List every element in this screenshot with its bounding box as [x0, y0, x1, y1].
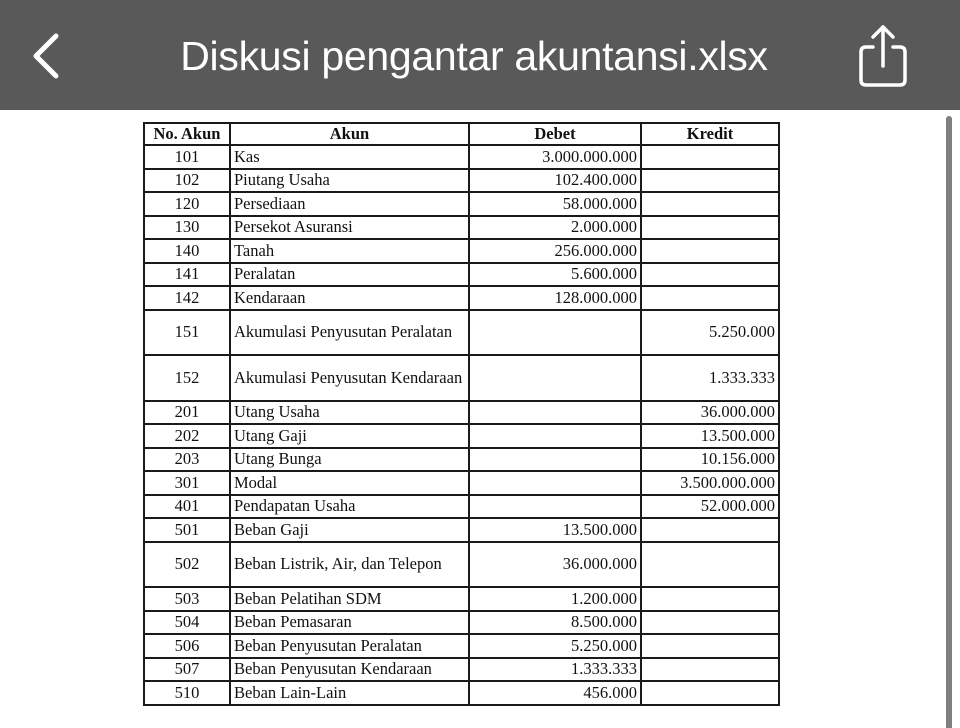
cell-akun[interactable]: Modal [230, 471, 469, 495]
table-row [144, 145, 779, 169]
column-header-akun: Akun [230, 123, 469, 145]
cell-no[interactable]: 151 [144, 310, 230, 356]
column-header-kredit: Kredit [641, 123, 779, 145]
cell-akun[interactable]: Akumulasi Penyusutan Peralatan [230, 310, 469, 356]
cell-akun[interactable]: Beban Pemasaran [230, 611, 469, 635]
cell-no[interactable]: 501 [144, 518, 230, 542]
cell-no[interactable]: 101 [144, 145, 230, 169]
cell-kredit[interactable]: 3.500.000.000 [641, 471, 779, 495]
cell-akun[interactable]: Beban Listrik, Air, dan Telepon [230, 542, 469, 588]
table-row [144, 286, 779, 310]
share-button[interactable] [856, 22, 910, 88]
cell-debet[interactable]: 102.400.000 [469, 169, 641, 193]
cell-akun[interactable]: Utang Gaji [230, 424, 469, 448]
table-row [144, 216, 779, 240]
cell-debet[interactable] [469, 355, 641, 401]
cell-akun[interactable]: Tanah [230, 239, 469, 263]
cell-akun[interactable]: Kas [230, 145, 469, 169]
table-row [144, 263, 779, 287]
table-row [144, 310, 779, 356]
cell-kredit[interactable] [641, 286, 779, 310]
column-header-no-akun: No. Akun [144, 123, 230, 145]
cell-debet[interactable] [469, 471, 641, 495]
table-row [144, 169, 779, 193]
cell-akun[interactable]: Utang Bunga [230, 448, 469, 472]
cell-akun[interactable]: Beban Pelatihan SDM [230, 587, 469, 611]
cell-kredit[interactable] [641, 542, 779, 588]
table-row [144, 611, 779, 635]
table-row [144, 424, 779, 448]
cell-debet[interactable]: 36.000.000 [469, 542, 641, 588]
cell-akun[interactable]: Beban Lain-Lain [230, 681, 469, 705]
cell-debet[interactable]: 128.000.000 [469, 286, 641, 310]
cell-akun[interactable]: Utang Usaha [230, 401, 469, 425]
cell-kredit[interactable] [641, 192, 779, 216]
cell-akun[interactable]: Pendapatan Usaha [230, 495, 469, 519]
cell-no[interactable]: 301 [144, 471, 230, 495]
cell-no[interactable]: 504 [144, 611, 230, 635]
table-row [144, 448, 779, 472]
cell-debet[interactable]: 5.250.000 [469, 634, 641, 658]
table-row [144, 192, 779, 216]
cell-no[interactable]: 506 [144, 634, 230, 658]
cell-no[interactable]: 510 [144, 681, 230, 705]
cell-no[interactable]: 142 [144, 286, 230, 310]
cell-no[interactable]: 503 [144, 587, 230, 611]
table-row [144, 634, 779, 658]
cell-kredit[interactable]: 52.000.000 [641, 495, 779, 519]
table-row [144, 355, 779, 401]
document-title: Diskusi pengantar akuntansi.xlsx [180, 33, 768, 79]
trial-balance-table [143, 122, 780, 706]
cell-kredit[interactable] [641, 634, 779, 658]
header-row [144, 123, 779, 145]
cell-debet[interactable]: 256.000.000 [469, 239, 641, 263]
cell-kredit[interactable] [641, 263, 779, 287]
cell-no[interactable]: 201 [144, 401, 230, 425]
column-header-debet: Debet [469, 123, 641, 145]
cell-debet[interactable] [469, 310, 641, 356]
cell-akun[interactable]: Piutang Usaha [230, 169, 469, 193]
cell-kredit[interactable] [641, 169, 779, 193]
cell-debet[interactable] [469, 401, 641, 425]
cell-debet[interactable]: 58.000.000 [469, 192, 641, 216]
cell-akun[interactable]: Beban Penyusutan Kendaraan [230, 658, 469, 682]
table-row [144, 239, 779, 263]
cell-no[interactable]: 203 [144, 448, 230, 472]
cell-kredit[interactable]: 5.250.000 [641, 310, 779, 356]
cell-no[interactable]: 120 [144, 192, 230, 216]
cell-kredit[interactable]: 36.000.000 [641, 401, 779, 425]
cell-akun[interactable]: Persediaan [230, 192, 469, 216]
cell-no[interactable]: 102 [144, 169, 230, 193]
cell-akun[interactable]: Beban Gaji [230, 518, 469, 542]
cell-no[interactable]: 140 [144, 239, 230, 263]
cell-debet[interactable]: 5.600.000 [469, 263, 641, 287]
cell-akun[interactable]: Akumulasi Penyusutan Kendaraan [230, 355, 469, 401]
cell-kredit[interactable]: 13.500.000 [641, 424, 779, 448]
cell-no[interactable]: 152 [144, 355, 230, 401]
table-row [144, 471, 779, 495]
table-row [144, 401, 779, 425]
cell-kredit[interactable] [641, 216, 779, 240]
cell-debet[interactable] [469, 448, 641, 472]
cell-kredit[interactable] [641, 681, 779, 705]
cell-no[interactable]: 502 [144, 542, 230, 588]
cell-debet[interactable]: 8.500.000 [469, 611, 641, 635]
table-row [144, 542, 779, 588]
table-row [144, 495, 779, 519]
cell-debet[interactable] [469, 495, 641, 519]
cell-debet[interactable]: 1.200.000 [469, 587, 641, 611]
cell-kredit[interactable]: 10.156.000 [641, 448, 779, 472]
cell-kredit[interactable] [641, 145, 779, 169]
cell-debet[interactable]: 2.000.000 [469, 216, 641, 240]
table-row [144, 681, 779, 705]
cell-kredit[interactable] [641, 587, 779, 611]
cell-akun[interactable]: Persekot Asuransi [230, 216, 469, 240]
cell-no[interactable]: 507 [144, 658, 230, 682]
cell-debet[interactable] [469, 424, 641, 448]
cell-akun[interactable]: Kendaraan [230, 286, 469, 310]
cell-kredit[interactable] [641, 239, 779, 263]
navigation-bar [0, 0, 960, 110]
share-icon [856, 22, 910, 88]
cell-debet[interactable]: 456.000 [469, 681, 641, 705]
cell-no[interactable]: 130 [144, 216, 230, 240]
cell-kredit[interactable] [641, 518, 779, 542]
cell-kredit[interactable] [641, 658, 779, 682]
vertical-scrollbar[interactable] [946, 116, 952, 728]
cell-kredit[interactable] [641, 611, 779, 635]
cell-akun[interactable]: Peralatan [230, 263, 469, 287]
cell-no[interactable]: 202 [144, 424, 230, 448]
cell-no[interactable]: 141 [144, 263, 230, 287]
table-row [144, 518, 779, 542]
cell-akun[interactable]: Beban Penyusutan Peralatan [230, 634, 469, 658]
cell-no[interactable]: 401 [144, 495, 230, 519]
cell-debet[interactable]: 13.500.000 [469, 518, 641, 542]
cell-debet[interactable]: 3.000.000.000 [469, 145, 641, 169]
table-row [144, 658, 779, 682]
cell-debet[interactable]: 1.333.333 [469, 658, 641, 682]
table-row [144, 587, 779, 611]
cell-kredit[interactable]: 1.333.333 [641, 355, 779, 401]
